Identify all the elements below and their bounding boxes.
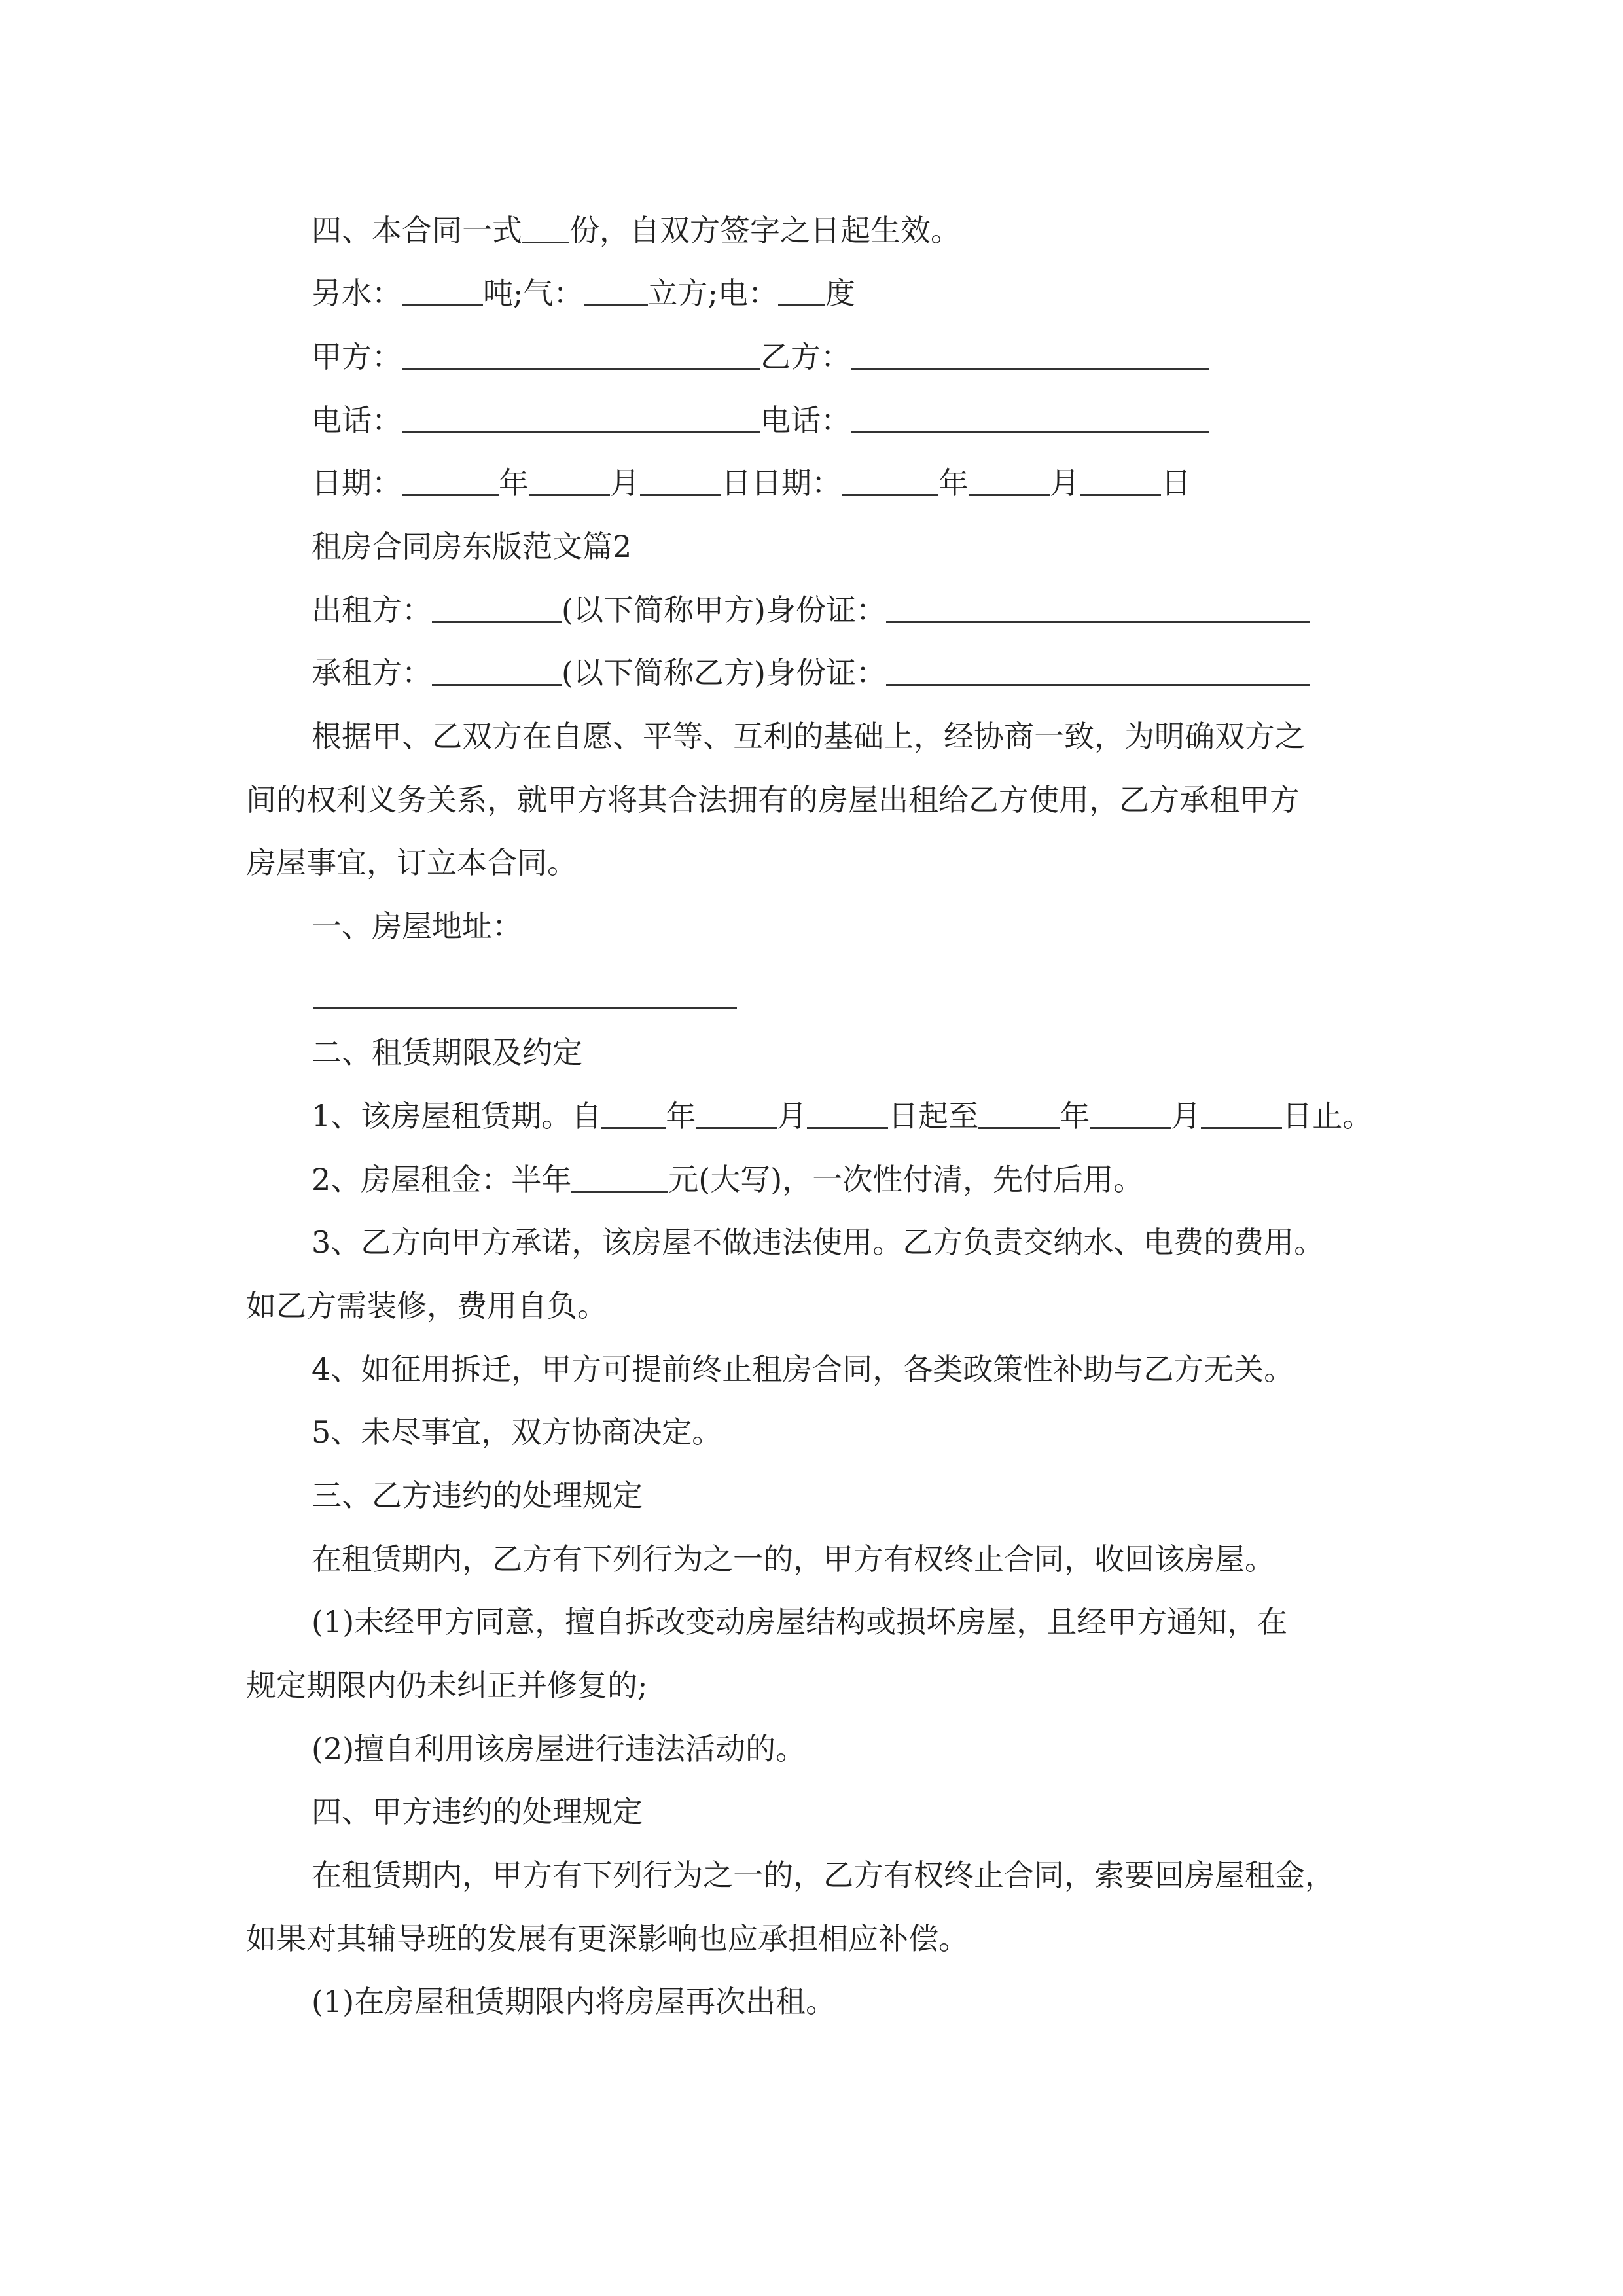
breach-b-heading: 三、乙方违约的处理规定 [312,1478,643,1513]
phone-b-label: 电话： [760,403,851,438]
utility-meters [246,274,1385,313]
year-unit: 年 [499,465,529,501]
day-unit: 日 [721,465,751,501]
term-4: 4、如征用拆迁，甲方可提前终止租房合同，各类政策性补助与乙方无关。 [312,1352,1294,1387]
lessee-line [246,653,1385,692]
party-b-label: 乙方： [760,339,851,374]
copies-clause-end: 份，自双方签字之日起生效。 [569,213,961,248]
month-unit: 月 [777,1098,808,1134]
date-a-label: 日期： [312,465,402,501]
date-b-label: 日期： [751,465,842,501]
breach-b-item-1-cont: 规定期限内仍未纠正并修复的; [246,1668,648,1703]
term-5: 5、未尽事宜，双方协商决定。 [312,1414,722,1450]
blank-month-a [529,467,610,496]
address-heading: 一、房屋地址： [312,908,522,944]
blank-end-day [1201,1100,1282,1129]
breach-b-intro: 在租赁期内，乙方有下列行为之一的，甲方有权终止合同，收回该房屋。 [312,1541,1275,1577]
gas-label: 吨;气： [483,276,584,311]
lessor-note: (以下简称甲方)身份证： [562,592,886,628]
electric-label: 立方;电： [647,276,778,311]
blank-start-year [601,1100,666,1129]
preamble-line: 房屋事宜，订立本合同。 [246,845,577,880]
lessee-label: 承租方： [312,655,432,691]
phone-a-label: 电话： [312,403,402,438]
breach-a-heading: 四、甲方违约的处理规定 [312,1794,643,1829]
blank-lessor-id [886,594,1310,623]
blank-party-b [851,340,1209,370]
term-1-text: 1、该房屋租赁期。自 [312,1098,602,1134]
year-unit: 年 [666,1098,696,1134]
blank-phone-b [851,404,1209,433]
blank-address [313,1007,737,1009]
month-unit: 月 [610,465,640,501]
blank-lessee-id [886,656,1310,686]
blank-month-b [969,467,1050,496]
year-unit: 年 [938,465,969,501]
party-a-label: 甲方： [312,339,402,374]
blank-electric [778,277,825,306]
signature-phones [246,401,1385,440]
blank-year-a [402,467,499,496]
term-heading: 二、租赁期限及约定 [312,1035,582,1070]
degree-unit: 度 [825,276,855,311]
term-2-end: 元(大写)，一次性付清，先付后用。 [668,1162,1144,1197]
blank-gas [584,277,648,306]
term-1-end: 日止。 [1282,1098,1373,1134]
day-unit: 日 [1161,465,1191,501]
term-2-text: 2、房屋租金：半年 [312,1162,572,1197]
term-1 [246,1096,1385,1136]
preamble-line: 间的权利义务关系，就甲方将其合法拥有的房屋出租给乙方使用，乙方承租甲方 [246,782,1300,817]
term-2 [246,1160,1385,1199]
blank-copies [522,214,569,243]
blank-year-b [842,467,938,496]
blank-lessor-name [432,594,562,623]
term-3: 3、乙方向甲方承诺，该房屋不做违法使用。乙方负责交纳水、电费的费用。 [312,1225,1325,1260]
blank-rent-amount [571,1163,668,1193]
copies-clause-text: 四、本合同一式 [312,213,522,248]
blank-end-month [1090,1100,1171,1129]
blank-start-day [807,1100,888,1129]
copies-clause [246,211,1385,250]
blank-water [402,277,483,306]
blank-phone-a [402,404,760,433]
breach-a-intro: 在租赁期内，甲方有下列行为之一的，乙方有权终止合同，索要回房屋租金， [312,1857,1335,1893]
lessor-line [246,590,1385,630]
water-label: 另水： [312,276,402,311]
lessor-label: 出租方： [312,592,432,628]
term-3-cont: 如乙方需装修，费用自负。 [246,1288,607,1323]
breach-b-item-2: (2)擅自利用该房屋进行违法活动的。 [312,1731,806,1767]
blank-party-a [402,340,760,370]
blank-day-a [640,467,721,496]
signature-dates [246,463,1385,503]
signature-parties [246,337,1385,376]
blank-end-year [978,1100,1060,1129]
term-1-from: 日起至 [888,1098,979,1134]
month-unit: 月 [1050,465,1080,501]
month-unit: 月 [1171,1098,1202,1134]
breach-a-item-1: (1)在房屋租赁期限内将房屋再次出租。 [312,1984,836,2019]
lessee-note: (以下简称乙方)身份证： [562,655,886,691]
blank-start-month [696,1100,777,1129]
breach-b-item-1: (1)未经甲方同意，擅自拆改变动房屋结构或损坏房屋，且经甲方通知，在 [312,1604,1288,1640]
preamble-line: 根据甲、乙双方在自愿、平等、互利的基础上，经协商一致，为明确双方之 [312,719,1305,754]
breach-a-intro-cont: 如果对其辅导班的发展有更深影响也应承担相应补偿。 [246,1921,969,1956]
document-title: 租房合同房东版范文篇2 [312,529,632,564]
blank-day-b [1080,467,1161,496]
blank-lessee-name [432,656,562,686]
year-unit: 年 [1060,1098,1090,1134]
